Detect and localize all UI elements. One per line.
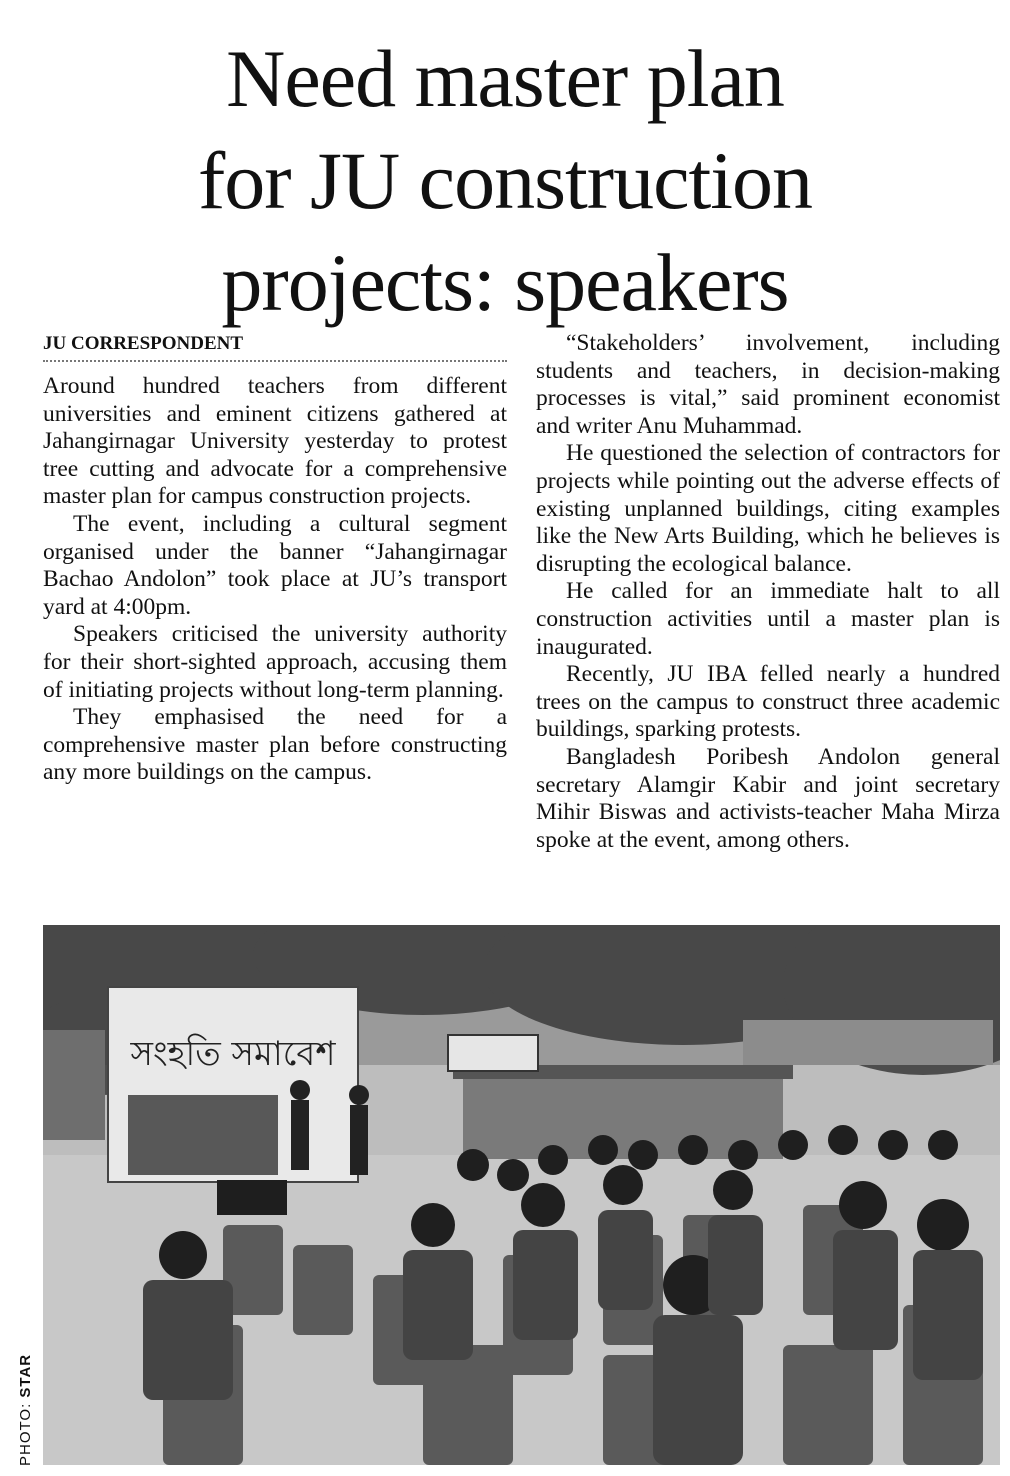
paragraph-1: Around hundred teachers from different universities and eminent citizens gathered at Jahangirnagar University yesterday to protest tree cutting and advocate for a comprehensive master plan for campus construction projects. xyxy=(43,373,507,510)
event-photo-illustration xyxy=(43,925,1000,1465)
photo-credit xyxy=(17,1354,34,1466)
headline-line-3: projects: speakers xyxy=(221,237,789,328)
paragraph-9: Bangladesh Poribesh Andolon general secretary Alamgir Kabir and joint secretary Mihir Biswas and activists-teacher Maha Mirza spoke at the event, among others. xyxy=(536,743,1000,853)
event-photo xyxy=(43,925,1000,1465)
paragraph-6: He questioned the selection of contractors for projects while pointing out the adverse effects of existing unplanned buildings, citing examples like the New Arts Building, which he believes is disrupting the ecological balance. xyxy=(536,440,1000,577)
article-column-left xyxy=(43,330,507,787)
photo-credit-source: STAR xyxy=(17,1353,34,1398)
headline-line-2: for JU construction xyxy=(197,135,813,226)
paragraph-2: The event, including a cultural segment organised under the banner “Jahangirnagar Bachao Andolon” took place at JU’s transport yard at 4:00pm. xyxy=(43,510,507,620)
byline: JU CORRESPONDENT xyxy=(43,330,507,362)
headline-line-1: Need master plan xyxy=(226,33,784,124)
paragraph-7: He called for an immediate halt to all construction activities until a master plan is inaugurated. xyxy=(536,578,1000,660)
paragraph-8: Recently, JU IBA felled nearly a hundred trees on the campus to construct three academic buildings, sparking protests. xyxy=(536,661,1000,743)
headline xyxy=(20,28,990,334)
article-column-right xyxy=(536,330,1000,854)
speaker-box xyxy=(217,1180,287,1215)
banner-title: সংহতি সমাবেশ xyxy=(130,1034,336,1074)
paragraph-5: “Stakeholders’ involvement, including students and teachers, in decision-making processes is vital,” said prominent economist and writer Anu Muhammad. xyxy=(536,330,1000,439)
stage-banner xyxy=(108,987,358,1182)
photo-credit-prefix: PHOTO: xyxy=(17,1397,34,1466)
paragraph-3: Speakers criticised the university authority for their short-sighted approach, accusing them of initiating projects without long-term planning. xyxy=(43,621,507,703)
paragraph-4: They emphasised the need for a comprehensive master plan before constructing any more buildings on the campus. xyxy=(43,704,507,786)
